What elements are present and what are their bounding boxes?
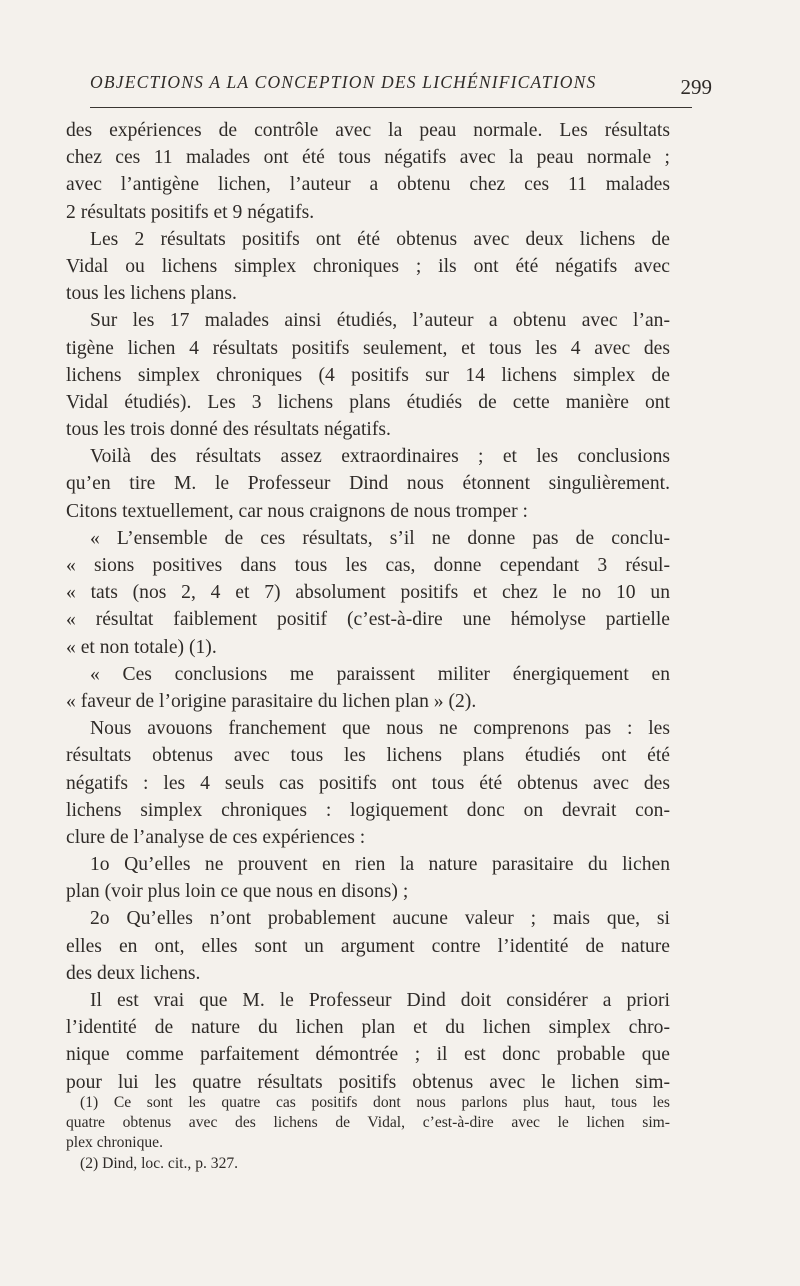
text-line: chez ces 11 malades ont été tous négatifs avec la peau normale ; <box>66 147 670 169</box>
text-line: pour lui les quatre résultats positifs obtenus avec le lichen sim- <box>66 1071 670 1093</box>
text-line: 2o Qu’elles n’ont probablement aucune valeur ; mais que, si <box>90 908 670 930</box>
text-line: lichens simplex chroniques (4 positifs sur 14 lichens simplex de <box>66 364 670 386</box>
text-line: avec l’antigène lichen, l’auteur a obtenu chez ces 11 malades <box>66 174 670 196</box>
footnote-line: quatre obtenus avec des lichens de Vidal, c’est-à-dire avec le lichen sim- <box>66 1114 670 1132</box>
text-line: elles en ont, elles sont un argument contre l’identité de nature <box>66 935 670 957</box>
text-line: Vidal étudiés). Les 3 lichens plans étudiés de cette manière ont <box>66 391 670 413</box>
text-line: Sur les 17 malades ainsi étudiés, l’auteur a obtenu avec l’an- <box>90 310 670 332</box>
text-line: « L’ensemble de ces résultats, s’il ne donne pas de conclu- <box>90 527 670 549</box>
text-line: Voilà des résultats assez extraordinaires ; et les conclusions <box>90 446 670 468</box>
footnote-line: plex chronique. <box>66 1134 163 1152</box>
running-title: OBJECTIONS A LA CONCEPTION DES LICHÉNIFICATIONS <box>90 72 597 92</box>
text-line: lichens simplex chroniques : logiquement donc on devrait con- <box>66 799 670 821</box>
text-line: « et non totale) (1). <box>66 636 217 658</box>
text-line: Nous avouons franchement que nous ne comprenons pas : les <box>90 718 670 740</box>
text-line: qu’en tire M. le Professeur Dind nous étonnent singulièrement. <box>66 473 670 495</box>
text-line: Il est vrai que M. le Professeur Dind doit considérer a priori <box>90 990 670 1011</box>
text-line: Citons textuellement, car nous craignons de nous tromper : <box>66 500 528 522</box>
running-header <box>90 72 712 99</box>
text-line: tous les trois donné des résultats négatifs. <box>66 419 391 441</box>
text-line: tous les lichens plans. <box>66 283 237 305</box>
text-line: « résultat faiblement positif (c’est-à-dire une hémolyse partielle <box>66 609 670 631</box>
text-line: négatifs : les 4 seuls cas positifs ont tous été obtenus avec des <box>66 772 670 794</box>
footnote-line: (1) Ce sont les quatre cas positifs dont nous parlons plus haut, tous les <box>80 1094 670 1111</box>
footnote-line: (2) Dind, loc. cit., p. 327. <box>80 1154 239 1172</box>
text-line: nique comme parfaitement démontrée ; il est donc probable que <box>66 1044 670 1066</box>
text-line: « faveur de l’origine parasitaire du lichen plan » (2). <box>66 690 477 712</box>
text-line: résultats obtenus avec tous les lichens plans étudiés ont été <box>66 745 670 767</box>
text-line: tigène lichen 4 résultats positifs seulement, et tous les 4 avec des <box>66 337 670 359</box>
page-number: 299 <box>680 75 712 99</box>
text-line: « tats (nos 2, 4 et 7) absolument positifs et chez le no 10 un <box>66 582 670 604</box>
text-line: des expériences de contrôle avec la peau normale. Les résultats <box>66 120 670 141</box>
text-line: 2 résultats positifs et 9 négatifs. <box>66 201 315 223</box>
text-line: des deux lichens. <box>66 962 201 984</box>
text-line: « Ces conclusions me paraissent militer énergiquement en <box>90 663 670 685</box>
text-line: plan (voir plus loin ce que nous en disons) ; <box>66 881 409 903</box>
text-line: Les 2 résultats positifs ont été obtenus avec deux lichens de <box>90 228 670 250</box>
text-line: clure de l’analyse de ces expériences : <box>66 826 366 848</box>
header-rule <box>90 107 692 108</box>
text-line: « sions positives dans tous les cas, donne cependant 3 résul- <box>66 555 670 576</box>
text-line: Vidal ou lichens simplex chroniques ; ils ont été négatifs avec <box>66 255 670 277</box>
text-line: l’identité de nature du lichen plan et du lichen simplex chro- <box>66 1017 670 1039</box>
footnotes <box>66 1093 670 1174</box>
main-text <box>66 117 670 1096</box>
text-line: 1o Qu’elles ne prouvent en rien la nature parasitaire du lichen <box>90 854 670 876</box>
